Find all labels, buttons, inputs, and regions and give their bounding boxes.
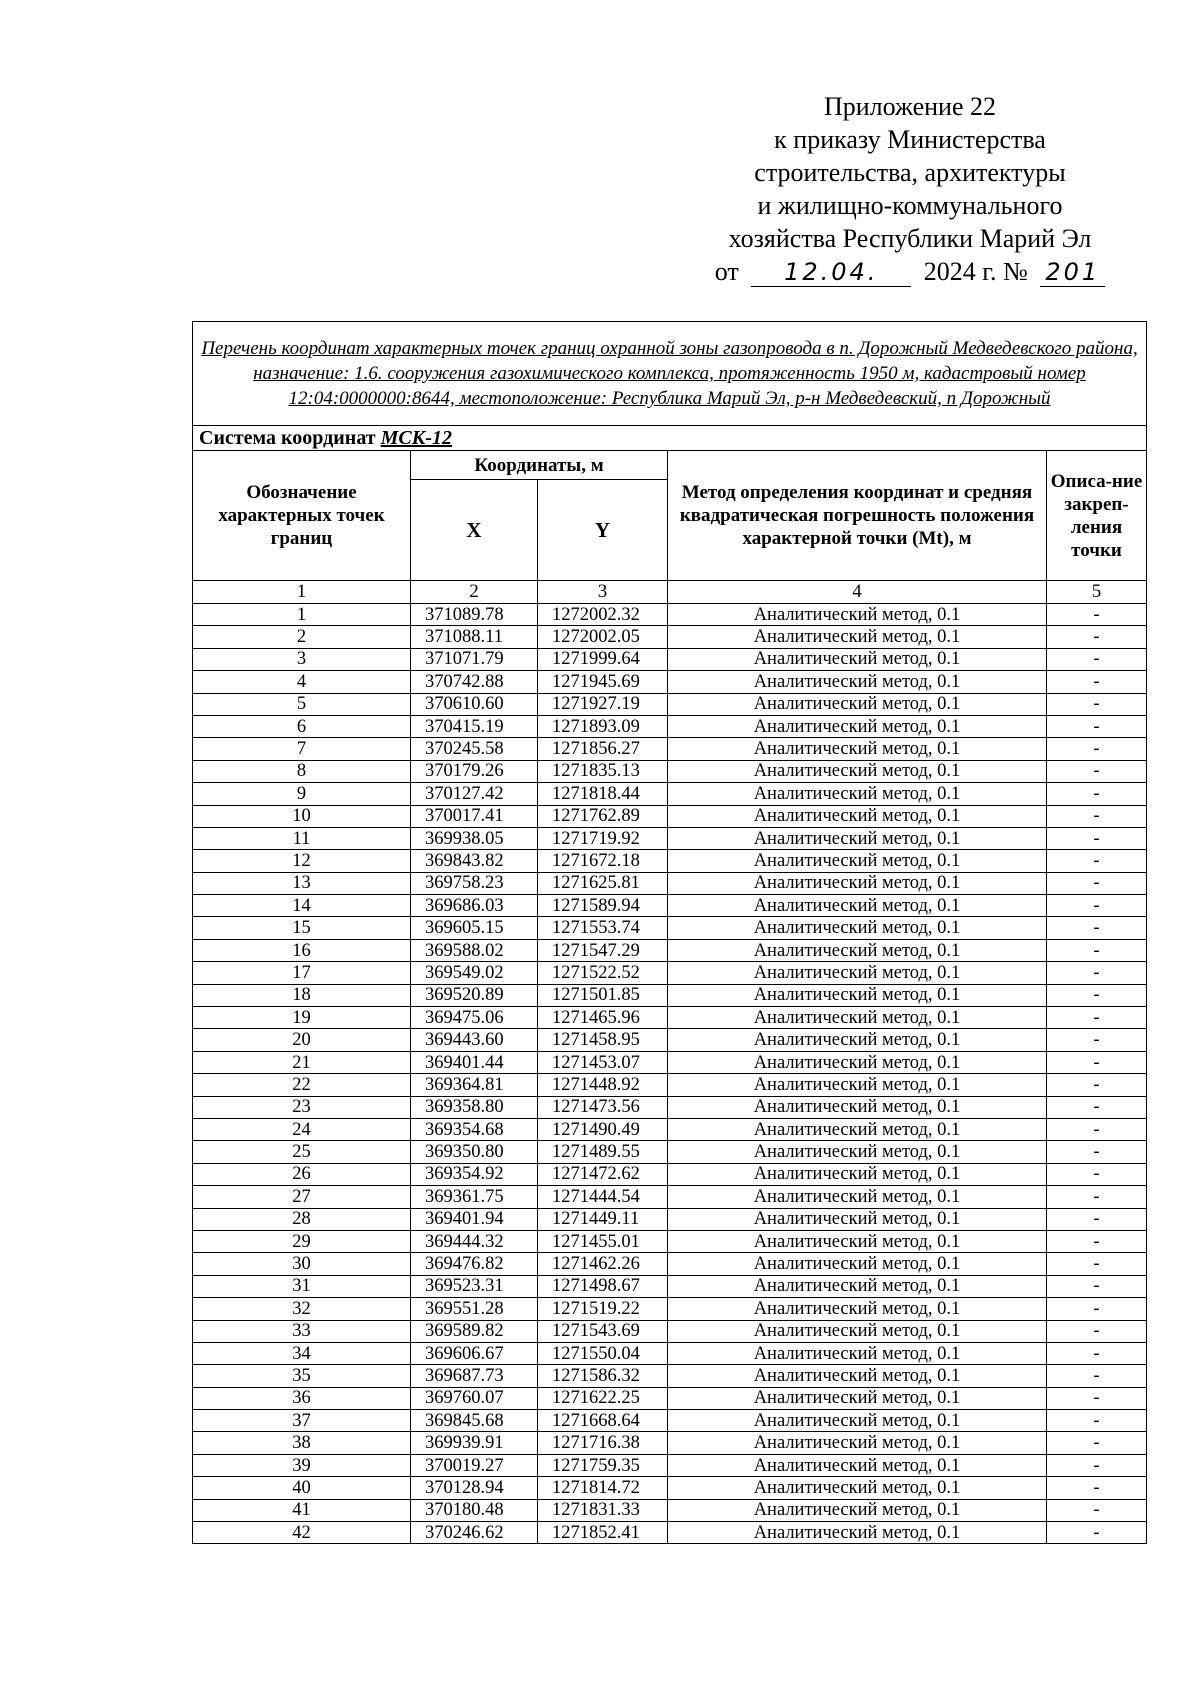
cell-x: 370742.88 <box>411 671 538 693</box>
cell-y: 1271465.96 <box>538 1007 668 1029</box>
cell-y: 1271622.25 <box>538 1387 668 1409</box>
cell-x: 369354.68 <box>411 1118 538 1140</box>
cell-n: 14 <box>193 895 411 917</box>
cell-n: 1 <box>193 604 411 626</box>
table-row <box>193 1096 1147 1118</box>
cell-y: 1271498.67 <box>538 1275 668 1297</box>
cell-x: 369401.44 <box>411 1051 538 1073</box>
cell-n: 37 <box>193 1410 411 1432</box>
cell-method: Аналитический метод, 0.1 <box>668 626 1047 648</box>
cell-n: 28 <box>193 1208 411 1230</box>
appendix-header <box>690 90 1130 288</box>
coordinates-table <box>192 321 1147 1544</box>
cell-y: 1271489.55 <box>538 1141 668 1163</box>
cell-desc: - <box>1047 715 1147 737</box>
table-row <box>193 850 1147 872</box>
cell-method: Аналитический метод, 0.1 <box>668 671 1047 693</box>
cell-method: Аналитический метод, 0.1 <box>668 1253 1047 1275</box>
table-row <box>193 738 1147 760</box>
column-number: 4 <box>668 581 1047 604</box>
cell-x: 370245.58 <box>411 738 538 760</box>
cell-method: Аналитический метод, 0.1 <box>668 1320 1047 1342</box>
header-y: Y <box>538 480 668 581</box>
cell-y: 1271927.19 <box>538 693 668 715</box>
cell-desc: - <box>1047 1275 1147 1297</box>
cell-desc: - <box>1047 939 1147 961</box>
cell-y: 1271490.49 <box>538 1118 668 1140</box>
header-x: X <box>411 480 538 581</box>
cell-y: 1271625.81 <box>538 872 668 894</box>
cell-method: Аналитический метод, 0.1 <box>668 1365 1047 1387</box>
cell-desc: - <box>1047 827 1147 849</box>
cell-y: 1271472.62 <box>538 1163 668 1185</box>
cell-method: Аналитический метод, 0.1 <box>668 1208 1047 1230</box>
table-row <box>193 604 1147 626</box>
cell-x: 369938.05 <box>411 827 538 849</box>
cell-x: 369589.82 <box>411 1320 538 1342</box>
table-row <box>193 1118 1147 1140</box>
cell-x: 369551.28 <box>411 1298 538 1320</box>
cell-desc: - <box>1047 1007 1147 1029</box>
cell-n: 41 <box>193 1499 411 1521</box>
cell-x: 370179.26 <box>411 760 538 782</box>
table-row <box>193 715 1147 737</box>
table-row <box>193 1454 1147 1476</box>
cell-y: 1271519.22 <box>538 1298 668 1320</box>
cell-x: 369760.07 <box>411 1387 538 1409</box>
table-row <box>193 1365 1147 1387</box>
cell-x: 369520.89 <box>411 984 538 1006</box>
cell-n: 11 <box>193 827 411 849</box>
table-row <box>193 827 1147 849</box>
appendix-line: хозяйства Республики Марий Эл <box>728 224 1092 253</box>
cell-n: 6 <box>193 715 411 737</box>
table-body <box>193 604 1147 1544</box>
cell-y: 1271814.72 <box>538 1477 668 1499</box>
header-coords: Координаты, м <box>411 451 668 480</box>
table-row <box>193 648 1147 670</box>
table-row <box>193 1342 1147 1364</box>
cell-x: 369939.91 <box>411 1432 538 1454</box>
cell-x: 369758.23 <box>411 872 538 894</box>
cell-n: 15 <box>193 917 411 939</box>
cell-method: Аналитический метод, 0.1 <box>668 1096 1047 1118</box>
cell-n: 2 <box>193 626 411 648</box>
cell-desc: - <box>1047 1410 1147 1432</box>
cell-method: Аналитический метод, 0.1 <box>668 805 1047 827</box>
cell-n: 8 <box>193 760 411 782</box>
cell-y: 1271716.38 <box>538 1432 668 1454</box>
cell-desc: - <box>1047 1051 1147 1073</box>
table-row <box>193 1029 1147 1051</box>
cell-n: 27 <box>193 1186 411 1208</box>
cell-y: 1271448.92 <box>538 1074 668 1096</box>
cell-n: 18 <box>193 984 411 1006</box>
cell-n: 5 <box>193 693 411 715</box>
cell-desc: - <box>1047 693 1147 715</box>
header-method: Метод определения координат и средняя квадратическая погрешность положения характерной точки (Mt), м <box>668 451 1047 581</box>
cell-desc: - <box>1047 917 1147 939</box>
cell-desc: - <box>1047 1522 1147 1544</box>
cell-n: 40 <box>193 1477 411 1499</box>
cell-n: 39 <box>193 1454 411 1476</box>
cell-x: 370246.62 <box>411 1522 538 1544</box>
cell-method: Аналитический метод, 0.1 <box>668 1454 1047 1476</box>
appendix-line: и жилищно-коммунального <box>757 191 1063 220</box>
cell-method: Аналитический метод, 0.1 <box>668 1342 1047 1364</box>
cell-desc: - <box>1047 1342 1147 1364</box>
cell-x: 369361.75 <box>411 1186 538 1208</box>
appendix-line: к приказу Министерства <box>774 125 1046 154</box>
cell-method: Аналитический метод, 0.1 <box>668 1410 1047 1432</box>
table-row <box>193 1230 1147 1252</box>
cell-desc: - <box>1047 1499 1147 1521</box>
cell-desc: - <box>1047 1230 1147 1252</box>
cell-desc: - <box>1047 648 1147 670</box>
table-row <box>193 671 1147 693</box>
cell-method: Аналитический метод, 0.1 <box>668 1298 1047 1320</box>
cell-x: 369475.06 <box>411 1007 538 1029</box>
table-row <box>193 805 1147 827</box>
appendix-line: Приложение 22 <box>823 92 997 121</box>
cell-y: 1271449.11 <box>538 1208 668 1230</box>
cell-x: 369443.60 <box>411 1029 538 1051</box>
coord-system-label: Система координат <box>199 426 376 449</box>
cell-method: Аналитический метод, 0.1 <box>668 1029 1047 1051</box>
cell-desc: - <box>1047 1029 1147 1051</box>
cell-desc: - <box>1047 604 1147 626</box>
cell-x: 369606.67 <box>411 1342 538 1364</box>
cell-n: 34 <box>193 1342 411 1364</box>
cell-y: 1271553.74 <box>538 917 668 939</box>
cell-x: 369845.68 <box>411 1410 538 1432</box>
cell-method: Аналитический метод, 0.1 <box>668 1230 1047 1252</box>
cell-n: 29 <box>193 1230 411 1252</box>
cell-n: 17 <box>193 962 411 984</box>
cell-x: 371089.78 <box>411 604 538 626</box>
cell-y: 1271543.69 <box>538 1320 668 1342</box>
cell-x: 369444.32 <box>411 1230 538 1252</box>
table-row <box>193 1208 1147 1230</box>
table-row <box>193 626 1147 648</box>
cell-y: 1271586.32 <box>538 1365 668 1387</box>
table-row <box>193 962 1147 984</box>
cell-n: 30 <box>193 1253 411 1275</box>
cell-y: 1271719.92 <box>538 827 668 849</box>
cell-desc: - <box>1047 1074 1147 1096</box>
cell-desc: - <box>1047 1163 1147 1185</box>
cell-desc: - <box>1047 1477 1147 1499</box>
table-row <box>193 1051 1147 1073</box>
order-year: 2024 г. № <box>923 257 1028 286</box>
order-number-handwritten: 201 <box>1040 258 1105 287</box>
cell-x: 370610.60 <box>411 693 538 715</box>
cell-method: Аналитический метод, 0.1 <box>668 1051 1047 1073</box>
cell-n: 7 <box>193 738 411 760</box>
cell-y: 1271444.54 <box>538 1186 668 1208</box>
table-row <box>193 1163 1147 1185</box>
cell-method: Аналитический метод, 0.1 <box>668 604 1047 626</box>
cell-n: 33 <box>193 1320 411 1342</box>
cell-desc: - <box>1047 1118 1147 1140</box>
cell-method: Аналитический метод, 0.1 <box>668 895 1047 917</box>
cell-x: 370017.41 <box>411 805 538 827</box>
cell-method: Аналитический метод, 0.1 <box>668 1499 1047 1521</box>
cell-n: 25 <box>193 1141 411 1163</box>
cell-y: 1271893.09 <box>538 715 668 737</box>
table-row <box>193 1298 1147 1320</box>
cell-n: 3 <box>193 648 411 670</box>
cell-n: 9 <box>193 783 411 805</box>
table-row <box>193 872 1147 894</box>
cell-y: 1271852.41 <box>538 1522 668 1544</box>
cell-y: 1271462.26 <box>538 1253 668 1275</box>
cell-desc: - <box>1047 1141 1147 1163</box>
cell-n: 31 <box>193 1275 411 1297</box>
cell-desc: - <box>1047 626 1147 648</box>
cell-n: 20 <box>193 1029 411 1051</box>
cell-desc: - <box>1047 805 1147 827</box>
order-line <box>690 255 1130 288</box>
cell-n: 19 <box>193 1007 411 1029</box>
cell-method: Аналитический метод, 0.1 <box>668 648 1047 670</box>
table-row <box>193 1007 1147 1029</box>
cell-method: Аналитический метод, 0.1 <box>668 1141 1047 1163</box>
cell-y: 1271762.89 <box>538 805 668 827</box>
cell-x: 369687.73 <box>411 1365 538 1387</box>
cell-method: Аналитический метод, 0.1 <box>668 1186 1047 1208</box>
cell-desc: - <box>1047 671 1147 693</box>
cell-desc: - <box>1047 1432 1147 1454</box>
order-date-handwritten: 12.04. <box>751 258 911 287</box>
cell-y: 1272002.05 <box>538 626 668 648</box>
cell-method: Аналитический метод, 0.1 <box>668 715 1047 737</box>
cell-x: 369523.31 <box>411 1275 538 1297</box>
header-description: Описа-ние закреп-ления точки <box>1047 451 1147 581</box>
cell-x: 369686.03 <box>411 895 538 917</box>
cell-method: Аналитический метод, 0.1 <box>668 917 1047 939</box>
header-point: Обозначение характерных точек границ <box>193 451 411 581</box>
cell-desc: - <box>1047 1208 1147 1230</box>
cell-y: 1271672.18 <box>538 850 668 872</box>
table-row <box>193 1074 1147 1096</box>
table-row <box>193 693 1147 715</box>
cell-y: 1271547.29 <box>538 939 668 961</box>
cell-method: Аналитический метод, 0.1 <box>668 1007 1047 1029</box>
cell-n: 21 <box>193 1051 411 1073</box>
cell-x: 369364.81 <box>411 1074 538 1096</box>
table-row <box>193 1141 1147 1163</box>
cell-x: 369549.02 <box>411 962 538 984</box>
cell-desc: - <box>1047 1320 1147 1342</box>
cell-method: Аналитический метод, 0.1 <box>668 1522 1047 1544</box>
cell-method: Аналитический метод, 0.1 <box>668 1477 1047 1499</box>
cell-method: Аналитический метод, 0.1 <box>668 1432 1047 1454</box>
cell-desc: - <box>1047 895 1147 917</box>
cell-n: 10 <box>193 805 411 827</box>
cell-n: 13 <box>193 872 411 894</box>
cell-n: 24 <box>193 1118 411 1140</box>
table-row <box>193 1477 1147 1499</box>
cell-method: Аналитический метод, 0.1 <box>668 738 1047 760</box>
column-number: 5 <box>1047 581 1147 604</box>
cell-method: Аналитический метод, 0.1 <box>668 693 1047 715</box>
cell-y: 1271831.33 <box>538 1499 668 1521</box>
cell-desc: - <box>1047 1186 1147 1208</box>
table-row <box>193 783 1147 805</box>
cell-desc: - <box>1047 1387 1147 1409</box>
cell-method: Аналитический метод, 0.1 <box>668 1074 1047 1096</box>
cell-x: 369476.82 <box>411 1253 538 1275</box>
column-number: 3 <box>538 581 668 604</box>
coord-system-name: МСК-12 <box>380 426 452 449</box>
table-caption: Перечень координат характерных точек границ охранной зоны газопровода в п. Дорожный Медведевского района, назначение: 1.6. сооружения газохимического комплекса, протяженность 1950 м, кадастровый номер 12:04:0000000:8644, местоположение: Республика Марий Эл, р-н Медведевский, п Дорожный <box>193 322 1147 426</box>
cell-y: 1271835.13 <box>538 760 668 782</box>
column-number: 2 <box>411 581 538 604</box>
cell-n: 16 <box>193 939 411 961</box>
cell-n: 42 <box>193 1522 411 1544</box>
cell-method: Аналитический метод, 0.1 <box>668 962 1047 984</box>
cell-x: 371071.79 <box>411 648 538 670</box>
cell-x: 369354.92 <box>411 1163 538 1185</box>
cell-y: 1271522.52 <box>538 962 668 984</box>
coord-system-row <box>193 426 1147 451</box>
cell-method: Аналитический метод, 0.1 <box>668 1387 1047 1409</box>
cell-method: Аналитический метод, 0.1 <box>668 850 1047 872</box>
cell-desc: - <box>1047 738 1147 760</box>
cell-y: 1271668.64 <box>538 1410 668 1432</box>
cell-desc: - <box>1047 760 1147 782</box>
cell-x: 369401.94 <box>411 1208 538 1230</box>
cell-n: 32 <box>193 1298 411 1320</box>
cell-y: 1271453.07 <box>538 1051 668 1073</box>
cell-method: Аналитический метод, 0.1 <box>668 872 1047 894</box>
cell-y: 1271550.04 <box>538 1342 668 1364</box>
table-row <box>193 1522 1147 1544</box>
cell-y: 1271589.94 <box>538 895 668 917</box>
cell-y: 1271455.01 <box>538 1230 668 1252</box>
table-row <box>193 895 1147 917</box>
cell-y: 1271945.69 <box>538 671 668 693</box>
cell-y: 1271501.85 <box>538 984 668 1006</box>
table-row <box>193 939 1147 961</box>
cell-x: 369605.15 <box>411 917 538 939</box>
cell-x: 370127.42 <box>411 783 538 805</box>
cell-method: Аналитический метод, 0.1 <box>668 984 1047 1006</box>
column-number-row <box>193 581 1147 604</box>
cell-n: 36 <box>193 1387 411 1409</box>
cell-n: 4 <box>193 671 411 693</box>
cell-method: Аналитический метод, 0.1 <box>668 783 1047 805</box>
table-row <box>193 1387 1147 1409</box>
cell-x: 370019.27 <box>411 1454 538 1476</box>
cell-desc: - <box>1047 1298 1147 1320</box>
cell-desc: - <box>1047 1253 1147 1275</box>
cell-n: 23 <box>193 1096 411 1118</box>
table-row <box>193 1186 1147 1208</box>
table-row <box>193 984 1147 1006</box>
cell-x: 370180.48 <box>411 1499 538 1521</box>
table-row <box>193 917 1147 939</box>
cell-desc: - <box>1047 1454 1147 1476</box>
table-row <box>193 1499 1147 1521</box>
cell-x: 369358.80 <box>411 1096 538 1118</box>
cell-method: Аналитический метод, 0.1 <box>668 1275 1047 1297</box>
cell-x: 369843.82 <box>411 850 538 872</box>
cell-x: 370415.19 <box>411 715 538 737</box>
cell-y: 1271473.56 <box>538 1096 668 1118</box>
table-row <box>193 1275 1147 1297</box>
cell-n: 26 <box>193 1163 411 1185</box>
cell-y: 1271999.64 <box>538 648 668 670</box>
cell-y: 1271818.44 <box>538 783 668 805</box>
table-row <box>193 1432 1147 1454</box>
table-row <box>193 1253 1147 1275</box>
cell-desc: - <box>1047 984 1147 1006</box>
cell-method: Аналитический метод, 0.1 <box>668 1118 1047 1140</box>
cell-n: 38 <box>193 1432 411 1454</box>
cell-n: 35 <box>193 1365 411 1387</box>
cell-desc: - <box>1047 1365 1147 1387</box>
cell-method: Аналитический метод, 0.1 <box>668 760 1047 782</box>
cell-y: 1272002.32 <box>538 604 668 626</box>
cell-desc: - <box>1047 872 1147 894</box>
appendix-line: строительства, архитектуры <box>754 158 1066 187</box>
cell-x: 371088.11 <box>411 626 538 648</box>
cell-y: 1271856.27 <box>538 738 668 760</box>
cell-y: 1271458.95 <box>538 1029 668 1051</box>
cell-method: Аналитический метод, 0.1 <box>668 939 1047 961</box>
cell-x: 369588.02 <box>411 939 538 961</box>
cell-desc: - <box>1047 962 1147 984</box>
cell-desc: - <box>1047 783 1147 805</box>
cell-x: 369350.80 <box>411 1141 538 1163</box>
cell-y: 1271759.35 <box>538 1454 668 1476</box>
cell-desc: - <box>1047 1096 1147 1118</box>
cell-n: 22 <box>193 1074 411 1096</box>
cell-method: Аналитический метод, 0.1 <box>668 827 1047 849</box>
order-prefix: от <box>714 257 739 286</box>
table-row <box>193 1410 1147 1432</box>
column-number: 1 <box>193 581 411 604</box>
cell-desc: - <box>1047 850 1147 872</box>
table-row <box>193 1320 1147 1342</box>
cell-x: 370128.94 <box>411 1477 538 1499</box>
table-row <box>193 760 1147 782</box>
cell-n: 12 <box>193 850 411 872</box>
cell-method: Аналитический метод, 0.1 <box>668 1163 1047 1185</box>
